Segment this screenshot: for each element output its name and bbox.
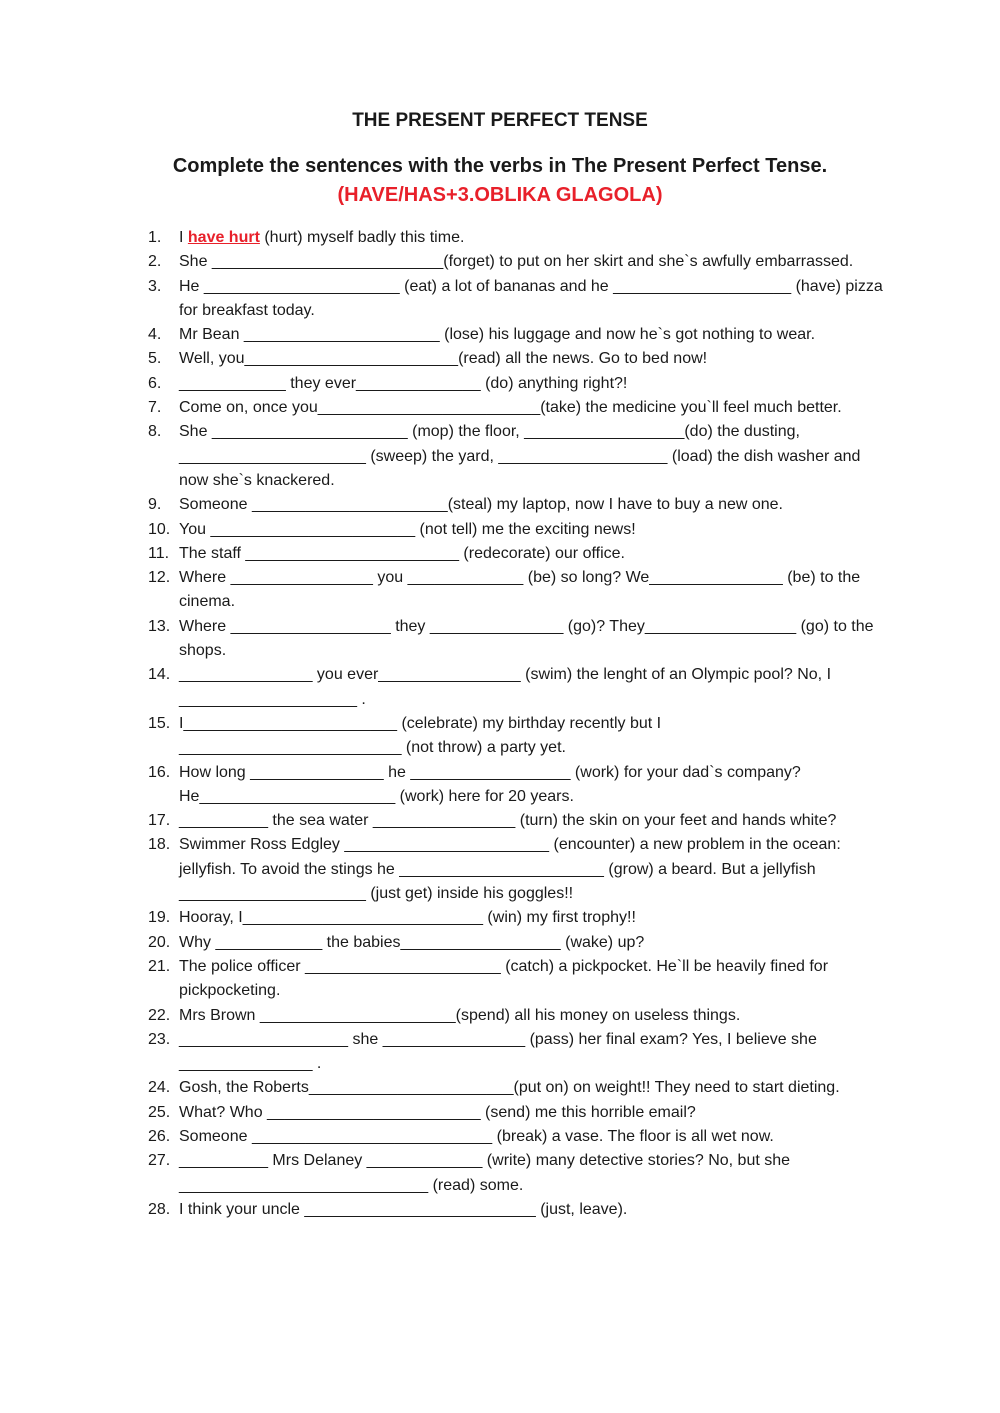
item-text: Swimmer Ross Edgley _______________________ (encounter) a new problem in the ocean: jellyfish. To avoid the stings he _______________________ (grow) a beard. But a jellyfish _____________________ (just get) inside his goggles!! bbox=[179, 836, 841, 903]
list-item bbox=[148, 347, 888, 371]
item-number: 21. bbox=[148, 957, 171, 975]
item-number: 26. bbox=[148, 1127, 171, 1145]
grammar-rule: (HAVE/HAS+3.OBLIKA GLAGOLA) bbox=[337, 184, 663, 206]
example-after: (hurt) myself badly this time. bbox=[259, 229, 465, 246]
list-item bbox=[148, 1101, 888, 1125]
list-item bbox=[148, 906, 888, 930]
item-number: 14. bbox=[148, 666, 171, 684]
item-text: Someone ______________________(steal) my laptop, now I have to buy a new one. bbox=[179, 496, 783, 514]
list-item bbox=[148, 372, 888, 396]
list-item bbox=[148, 809, 888, 833]
item-number: 9. bbox=[148, 496, 162, 514]
example-before: I bbox=[179, 229, 188, 246]
item-number: 19. bbox=[148, 909, 171, 927]
item-number: 16. bbox=[148, 763, 171, 781]
item-text: Why ____________ the babies__________________ (wake) up? bbox=[179, 933, 645, 951]
item-text: _______________ you ever________________ (swim) the lenght of an Olympic pool? No, I ____________________ . bbox=[179, 666, 832, 708]
instruction: Complete the sentences with the verbs in The Present Perfect Tense. bbox=[172, 155, 828, 177]
item-number: 4. bbox=[148, 326, 162, 344]
item-number: 6. bbox=[148, 374, 162, 392]
list-item bbox=[148, 931, 888, 955]
item-number: 25. bbox=[148, 1103, 171, 1121]
item-text: You _______________________ (not tell) me the exciting news! bbox=[179, 520, 636, 538]
item-number: 7. bbox=[148, 399, 162, 417]
item-number: 1. bbox=[148, 229, 162, 246]
list-item bbox=[148, 955, 888, 1004]
item-number: 24. bbox=[148, 1079, 171, 1097]
item-text: The police officer ______________________ (catch) a pickpocket. He`ll be heavily fined for pickpocketing. bbox=[179, 957, 829, 1000]
list-item bbox=[148, 275, 888, 324]
item-number: 23. bbox=[148, 1030, 171, 1048]
page-title: THE PRESENT PERFECT TENSE bbox=[352, 110, 648, 131]
list-item bbox=[148, 712, 888, 761]
list-item bbox=[148, 518, 888, 542]
item-text: Where ________________ you _____________ (be) so long? We_______________ (be) to the cinema. bbox=[179, 569, 861, 611]
list-item-example bbox=[148, 226, 888, 250]
item-number: 8. bbox=[148, 423, 162, 441]
item-text: I think your uncle __________________________ (just, leave). bbox=[179, 1200, 628, 1218]
item-number: 28. bbox=[148, 1200, 171, 1218]
list-item bbox=[148, 761, 888, 810]
item-text: Well, you________________________(read) all the news. Go to bed now! bbox=[179, 350, 708, 368]
item-number: 15. bbox=[148, 714, 171, 732]
item-number: 20. bbox=[148, 933, 171, 951]
item-text: Come on, once you_________________________(take) the medicine you`ll feel much better. bbox=[179, 399, 842, 417]
item-text: He ______________________ (eat) a lot of bananas and he ____________________ (have) pizza for breakfast today. bbox=[179, 277, 883, 319]
item-number: 17. bbox=[148, 812, 171, 830]
list-item bbox=[148, 663, 888, 712]
list-item bbox=[148, 420, 888, 493]
list-item bbox=[148, 1125, 888, 1149]
item-text: She ______________________ (mop) the floor, __________________(do) the dusting, _____________________ (sweep) the yard, ___________________ (load) the dish washer and now she`s knackered. bbox=[179, 423, 861, 489]
list-item bbox=[148, 1028, 888, 1077]
list-item bbox=[148, 615, 888, 664]
item-number: 5. bbox=[148, 350, 162, 368]
item-number: 3. bbox=[148, 277, 162, 295]
item-text: __________ Mrs Delaney _____________ (write) many detective stories? No, but she ____________________________ (read) some. bbox=[179, 1152, 791, 1194]
item-number: 22. bbox=[148, 1006, 171, 1024]
list-item bbox=[148, 542, 888, 566]
list-item bbox=[148, 566, 888, 615]
item-text: Hooray, I___________________________ (win) my first trophy!! bbox=[179, 909, 636, 927]
item-number: 2. bbox=[148, 253, 162, 271]
item-number: 11. bbox=[148, 544, 170, 562]
list-item bbox=[148, 833, 888, 906]
item-text: Mrs Brown ______________________(spend) all his money on useless things. bbox=[179, 1006, 741, 1024]
item-text: Where __________________ they _______________ (go)? They_________________ (go) to the shops. bbox=[179, 617, 874, 660]
item-number: 27. bbox=[148, 1152, 171, 1170]
list-item bbox=[148, 1198, 888, 1222]
item-text: Gosh, the Roberts_______________________(put on) on weight!! They need to start dieting. bbox=[179, 1079, 840, 1097]
list-item bbox=[148, 1004, 888, 1028]
item-number: 12. bbox=[148, 569, 171, 587]
item-text: She __________________________(forget) to put on her skirt and she`s awfully embarrassed. bbox=[179, 253, 854, 271]
item-text: Someone ___________________________ (break) a vase. The floor is all wet now. bbox=[179, 1127, 774, 1145]
list-item bbox=[148, 396, 888, 420]
item-text: ___________________ she ________________ (pass) her final exam? Yes, I believe she _______________ . bbox=[179, 1030, 817, 1073]
item-number: 10. bbox=[148, 520, 171, 538]
item-text: __________ the sea water ________________ (turn) the skin on your feet and hands white? bbox=[179, 812, 837, 830]
list-item bbox=[148, 493, 888, 517]
item-text: What? Who ________________________ (send) me this horrible email? bbox=[179, 1103, 696, 1121]
item-text: The staff ________________________ (redecorate) our office. bbox=[179, 544, 625, 562]
list-item bbox=[148, 250, 888, 274]
item-text: I________________________ (celebrate) my birthday recently but I _________________________ (not throw) a party yet. bbox=[179, 714, 662, 757]
item-number: 13. bbox=[148, 617, 171, 635]
list-item bbox=[148, 1149, 888, 1198]
list-item bbox=[148, 323, 888, 347]
item-text: Mr Bean ______________________ (lose) his luggage and now he`s got nothing to wear. bbox=[179, 326, 816, 344]
item-number: 18. bbox=[148, 836, 171, 854]
item-text: How long _______________ he __________________ (work) for your dad`s company? He______________________ (work) here for 20 years. bbox=[179, 763, 801, 805]
exercise-list bbox=[148, 226, 888, 1222]
example-answer: have hurt bbox=[187, 229, 260, 246]
item-text: ____________ they ever______________ (do) anything right?! bbox=[179, 374, 628, 392]
list-item bbox=[148, 1076, 888, 1100]
